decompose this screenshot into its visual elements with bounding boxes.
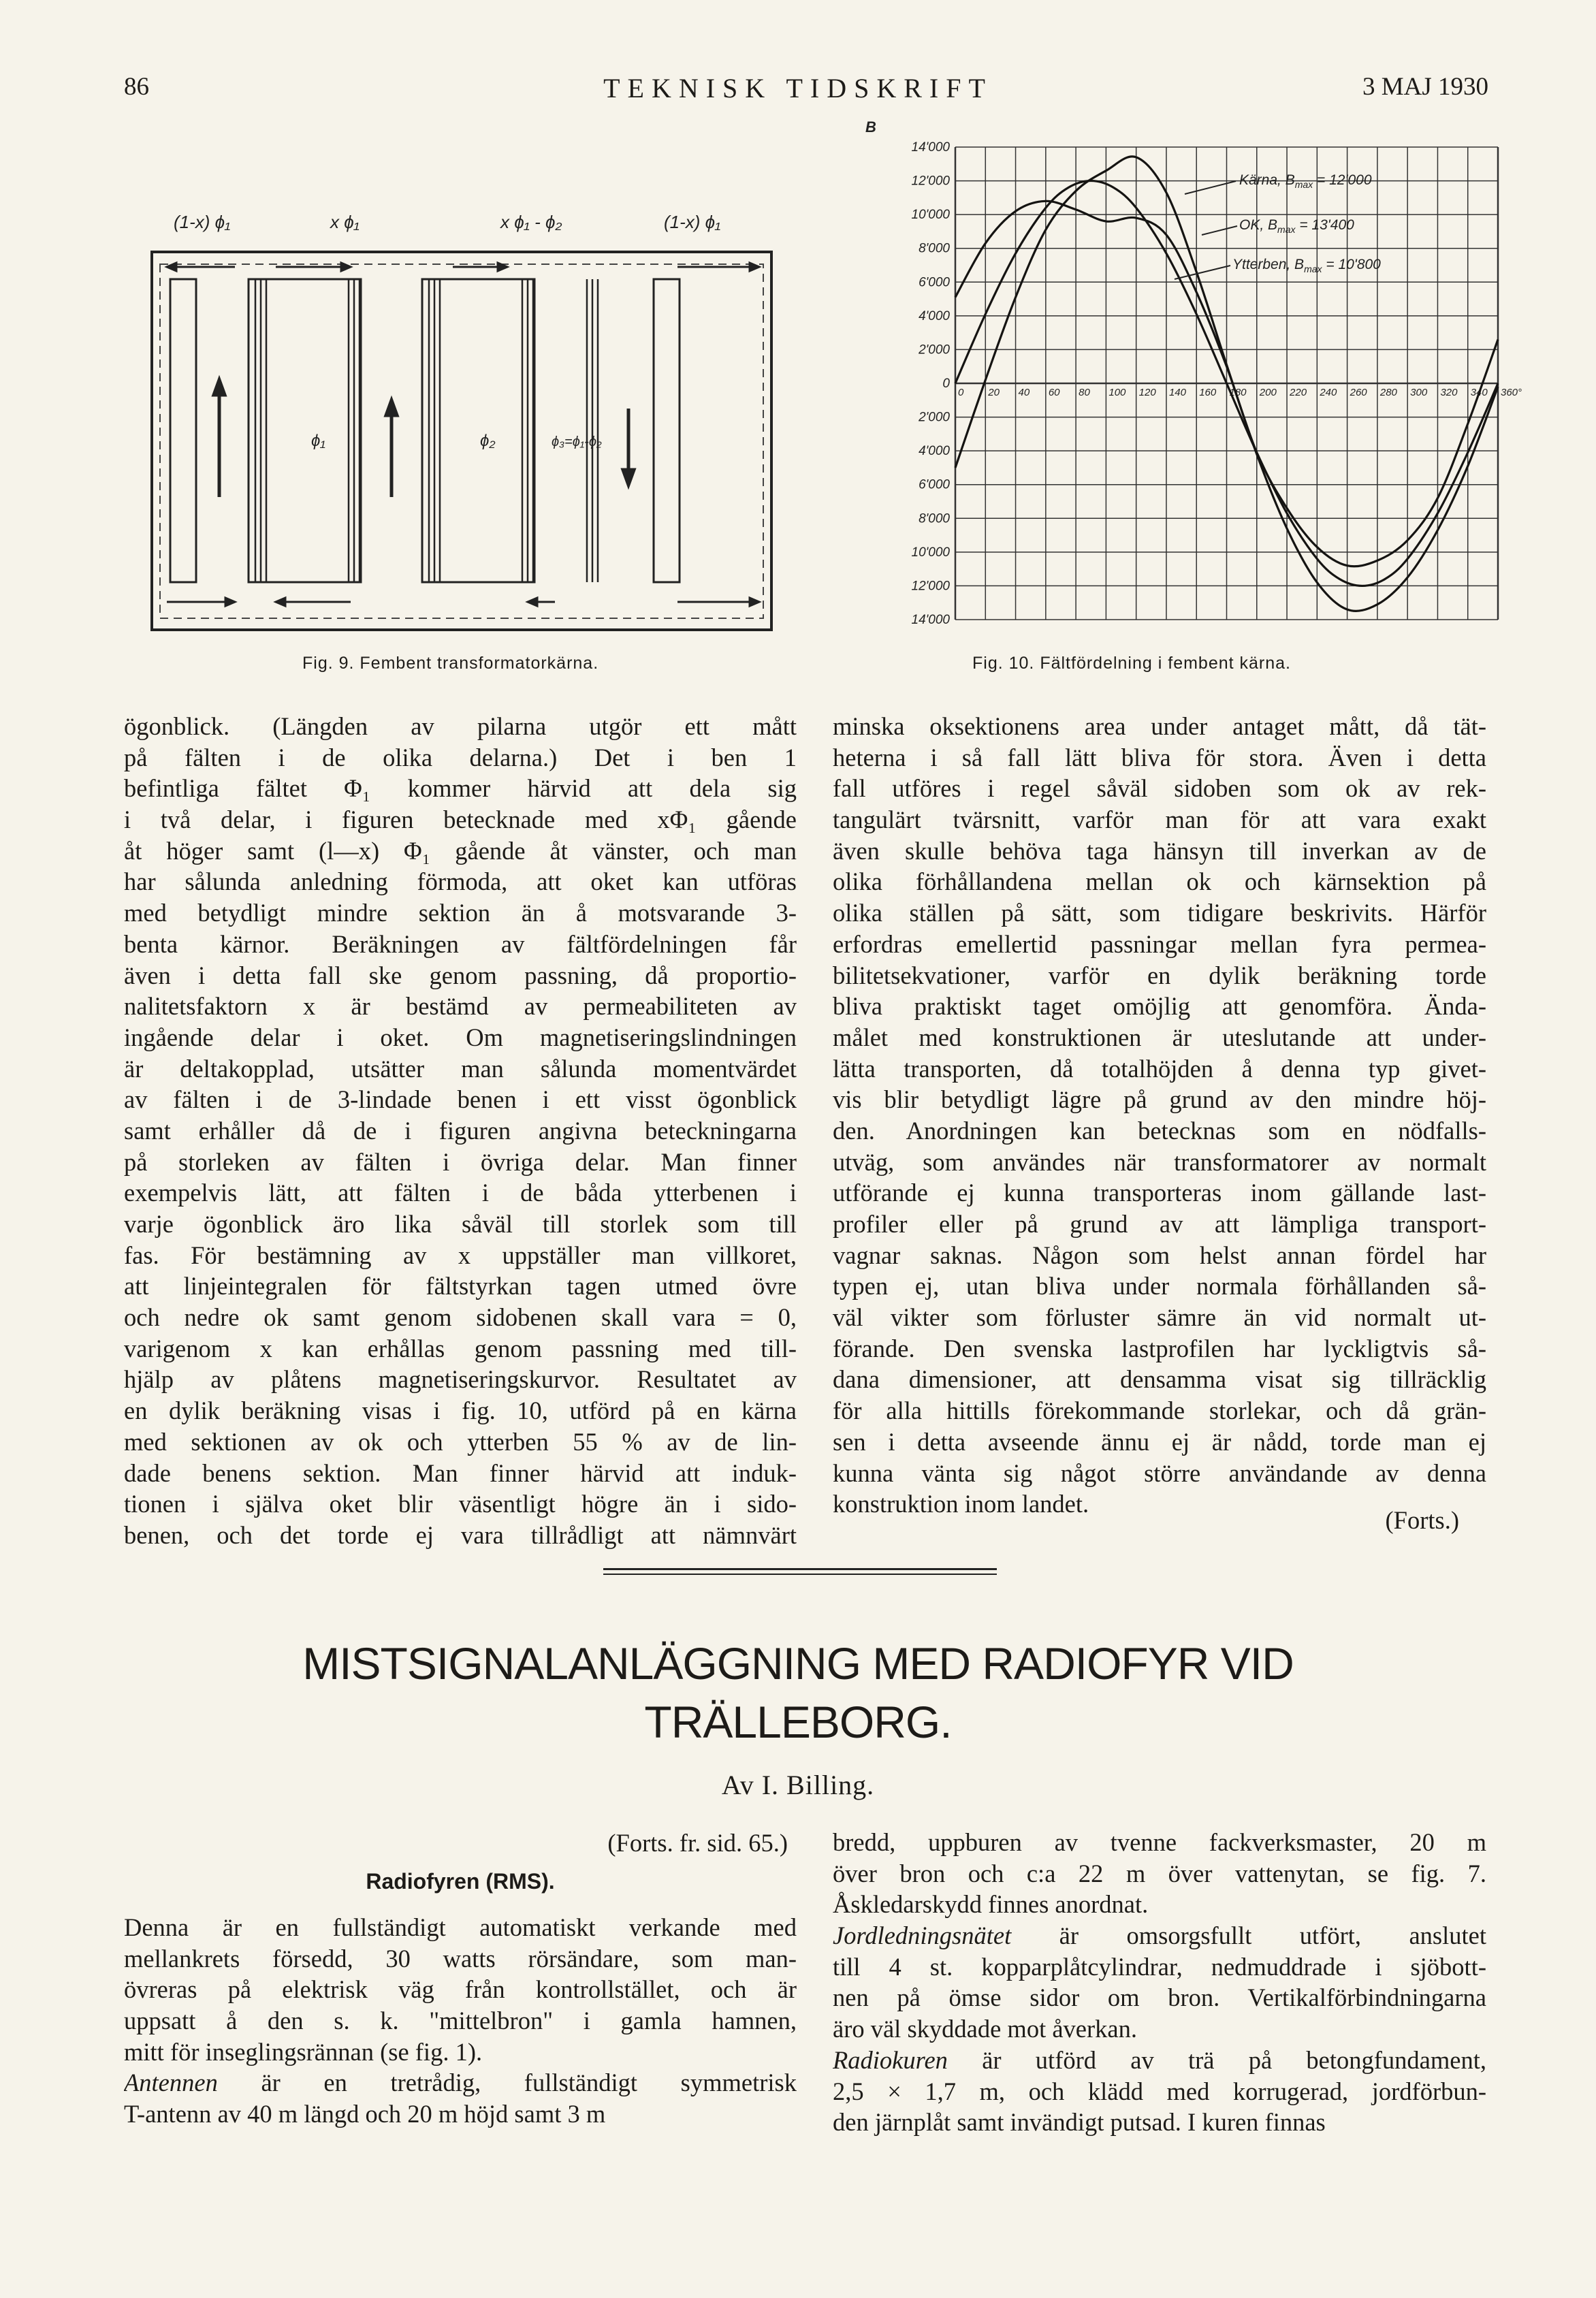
text-line: olika ställen på sätt, som tidigare beskrivits. Härför: [833, 899, 1486, 927]
y-tick-label: 14'000: [911, 613, 950, 627]
x-tick-label: 100: [1108, 387, 1126, 398]
forts-from: (Forts. fr. sid. 65.): [607, 1829, 788, 1857]
text-line: mitt för inseglingsrännan (se fig. 1).: [124, 2037, 483, 2066]
text-line: lätta transporten, då totalhöjden å denna typ givet-: [833, 1054, 1486, 1083]
text-line: hjälp av plåtens magnetiseringskurvor. Resultatet av: [124, 1365, 797, 1394]
y-tick-label: 14'000: [911, 140, 950, 155]
text-line: och nedre ok samt genom sidobenen skall vara = 0,: [124, 1303, 797, 1332]
text-line: T-antenn av 40 m längd och 20 m höjd samt 3 m: [124, 2100, 606, 2128]
text-line: ingående delar i oket. Om magnetiseringslindningen: [124, 1023, 797, 1051]
x-tick-label: 180: [1229, 387, 1247, 398]
y-tick-label: 2'000: [919, 410, 950, 425]
text-line: på fälten i de olika delarna.) Det i ben 1: [124, 743, 797, 771]
fig9-limb-label: ϕ₁: [311, 432, 325, 450]
y-tick-label: 4'000: [919, 444, 950, 459]
text-line: nen på ömse sidor om bron. Vertikalförbindningarna: [833, 1983, 1486, 2012]
text-line: förande. Den svenska lastprofilen har lyckligtvis så-: [833, 1334, 1486, 1362]
text-line: väl vikter som förluster sämre än vid normalt ut-: [833, 1303, 1486, 1332]
text-line: övreras på elektrisk väg från kontrollstället, och är: [124, 1975, 797, 2004]
fig9-top-label: x ϕ₁ - ϕ₂: [500, 212, 562, 232]
text-line: dana dimensioner, att densamma visat sig tillräcklig: [833, 1365, 1486, 1394]
section-rule: [603, 1568, 997, 1570]
x-tick-label: 320: [1440, 387, 1458, 398]
issue-date: 3 MAJ 1930: [1362, 73, 1488, 101]
x-tick-label: 60: [1048, 387, 1060, 398]
text-line: utväg, som användes när transformatorer av normalt: [833, 1147, 1486, 1176]
x-tick-label: 160: [1199, 387, 1217, 398]
text-line: heterna i så fall lätt bliva för stora. Även i detta: [833, 743, 1486, 771]
article-title-line1: MISTSIGNALANLÄGGNING MED RADIOFYR VID: [302, 1638, 1294, 1689]
fig9-top-label: x ϕ₁: [330, 212, 360, 232]
text-line: på storleken av fälten i övriga delar. Man finner: [124, 1147, 797, 1176]
text-line: även skulle behöva taga hänsyn till inverkan av de: [833, 836, 1486, 865]
article-byline: Av I. Billing.: [721, 1770, 875, 1800]
text-line: med betydligt mindre sektion än å motsvarande 3-: [124, 899, 797, 927]
text-line: den. Anordningen kan betecknas som en nödfalls-: [833, 1116, 1486, 1145]
journal-title: TEKNISK TIDSKRIFT: [603, 73, 993, 103]
x-tick-label: 80: [1079, 387, 1090, 398]
fig9-top-label: (1-x) ϕ₁: [174, 212, 231, 232]
text-line: erfordras emellertid passningar mellan fyra permea-: [833, 929, 1486, 958]
x-tick-label: 140: [1168, 387, 1186, 398]
x-tick-label: 200: [1259, 387, 1277, 398]
text-line: vis blir betydligt lägre på grund av den mindre höj-: [833, 1085, 1486, 1114]
text-line: 2,5 × 1,7 m, och klädd med korrugerad, jordförbun-: [833, 2077, 1486, 2105]
text-line: bliva praktiskt taget omöjlig att genomföra. Ända-: [833, 992, 1486, 1021]
text-line: Åskledarskydd finnes anordnat.: [833, 1890, 1149, 1919]
y-tick-label: 0: [942, 377, 950, 391]
text-line: uppsatt å den s. k. "mittelbron" i gamla hamnen,: [124, 2007, 797, 2035]
text-line: ögonblick. (Längden av pilarna utgör ett mått: [124, 712, 797, 740]
y-tick-label: 12'000: [911, 579, 950, 594]
text-line: befintliga fältet Φ₁ kommer härvid att dela sig: [124, 774, 797, 803]
x-tick-label: 280: [1379, 387, 1397, 398]
article2-right-column: [833, 1827, 1486, 2138]
text-line: kunna vänta sig något större användande av denna: [833, 1458, 1486, 1487]
fig9-transformer-core: [146, 191, 793, 640]
y-tick-label: 2'000: [919, 342, 950, 357]
legend-karna: Kärna, $B_{max} = 12'000$: [1239, 172, 1372, 190]
text-line: dade benens sektion. Man finner härvid att induk-: [124, 1458, 797, 1487]
y-tick-label: 10'000: [911, 208, 950, 223]
text-line: exempelvis lätt, att fälten i de båda ytterbenen i: [124, 1179, 797, 1207]
text-line: över bron och c:a 22 m över vattenytan, se fig. 7.: [833, 1859, 1486, 1887]
text-line: den järnplåt samt invändigt putsad. I kuren finnas: [833, 2108, 1326, 2137]
fig10-caption: Fig. 10. Fältfördelning i fembent kärna.: [972, 654, 1292, 673]
text-line: minska oksektionens area under antaget mått, då tät-: [833, 712, 1486, 740]
text-line: varje ögonblick äro lika såväl till storlek som till: [124, 1210, 797, 1238]
x-tick-label: 260: [1350, 387, 1367, 398]
fig10-field-distribution-chart: [814, 116, 1535, 633]
text-line: varigenom x kan erhållas genom passning med till-: [124, 1334, 797, 1362]
x-tick-label: 40: [1018, 387, 1030, 398]
text-line: mellankrets försedd, 30 watts rörsändare, som man-: [124, 1944, 797, 1973]
text-line: nalitetsfaktorn x är bestämd av permeabiliteten av: [124, 992, 797, 1021]
text-line: benen, och det torde ej vara tillrådligt att nämnvärt: [124, 1520, 797, 1549]
right-column-text: [833, 711, 1486, 1520]
y-tick-label: 12'000: [911, 174, 950, 189]
text-line: vagnar saknas. Någon som helst annan fördel har: [833, 1241, 1486, 1269]
forts-end: (Forts.): [1385, 1506, 1459, 1534]
text-line: Radiokuren är utförd av trä på betongfundament,: [833, 2045, 1486, 2074]
y-tick-label: 10'000: [911, 545, 950, 560]
text-line: bilitetsekvationer, varför en dylik beräkning torde: [833, 961, 1486, 989]
y-tick-label: 6'000: [919, 477, 950, 492]
text-line: Denna är en fullständigt automatiskt verkande med: [124, 1913, 797, 1941]
text-line: målet med konstruktionen är uteslutande att under-: [833, 1023, 1486, 1051]
text-line: tionen i själva oket blir väsentligt högre än i sido-: [124, 1490, 797, 1518]
text-line: har sålunda anledning förmoda, att oket kan utföras: [124, 867, 797, 896]
article2-left-column: [124, 1912, 797, 2130]
text-line: är deltakopplad, utsätter man sålunda momentvärdet: [124, 1054, 797, 1083]
text-line: profiler eller på grund av att lämpliga transport-: [833, 1210, 1486, 1238]
x-tick-label: 340: [1470, 387, 1488, 398]
x-tick-label: 120: [1138, 387, 1156, 398]
y-tick-label: 8'000: [919, 241, 950, 256]
legend-ok: OK, $B_{max} = 13'400$: [1239, 217, 1354, 235]
y-tick-label: 4'000: [919, 308, 950, 323]
y-tick-label: 6'000: [919, 275, 950, 290]
text-line: av fälten i de 3-lindade benen i ett visst ögonblick: [124, 1085, 797, 1114]
text-line: bredd, uppburen av tvenne fackverksmaster, 20 m: [833, 1828, 1486, 1856]
text-line: konstruktion inom landet.: [833, 1490, 1089, 1518]
fig9-limb-label: ϕ₃=ϕ₁-ϕ₂: [552, 434, 602, 449]
page-number: 86: [124, 73, 149, 101]
text-line: åt höger samt (l—x) Φ₁ gående åt vänster, och man: [124, 836, 797, 865]
text-line: tangulärt tvärsnitt, varför man för att vara exakt: [833, 805, 1486, 834]
x-tick-label: 220: [1290, 387, 1307, 398]
text-line: fall utföres i regel såväl sidoben som ok av rek-: [833, 774, 1486, 803]
text-line: olika förhållandena mellan ok och kärnsektion på: [833, 867, 1486, 896]
text-line: en dylik beräkning visas i fig. 10, utförd på en kärna: [124, 1397, 797, 1425]
fig9-limb-label: ϕ₂: [480, 432, 496, 450]
text-line: för alla hittills förekommande storlekar, och då grän-: [833, 1397, 1486, 1425]
legend-ytterben: Ytterben, $B_{max} = 10'800$: [1232, 257, 1381, 274]
article-title-line2: TRÄLLEBORG.: [644, 1697, 952, 1747]
text-line: Antennen är en tretrådig, fullständigt symmetrisk: [124, 2069, 797, 2097]
x-tick-label: 20: [988, 387, 1000, 398]
text-line: samt erhåller då de i figuren angivna beteckningarna: [124, 1116, 797, 1145]
text-line: sen i detta avseende ännu ej är nådd, torde man ej: [833, 1427, 1486, 1456]
text-line: fas. För bestämning av x uppställer man villkoret,: [124, 1241, 797, 1269]
fig9-top-label: (1-x) ϕ₁: [664, 212, 721, 232]
chart-ylabel: B: [865, 118, 876, 135]
text-line: till 4 st. kopparplåtcylindrar, nedmuddrade i sjöbott-: [833, 1952, 1486, 1981]
fig9-caption: Fig. 9. Fembent transformatorkärna.: [302, 654, 599, 673]
text-line: typen ej, utan bliva under normala förhållanden så-: [833, 1272, 1486, 1300]
text-line: även i detta fall ske genom passning, då proportio-: [124, 961, 797, 989]
left-column-text: [124, 711, 797, 1551]
core-window: [654, 279, 680, 582]
text-line: äro väl skyddade mot åverkan.: [833, 2015, 1137, 2043]
y-tick-label: 8'000: [919, 511, 950, 526]
x-tick-label: 360°: [1501, 387, 1522, 398]
text-line: i två delar, i figuren betecknade med xΦ₁ gående: [124, 805, 797, 834]
text-line: med sektionen av ok och ytterben 55 % av de lin-: [124, 1427, 797, 1456]
text-line: att linjeintegralen för fältstyrkan tagen utmed övre: [124, 1272, 797, 1300]
text-line: utförande ej kunna transporteras inom gällande last-: [833, 1179, 1486, 1207]
x-tick-label: 0: [958, 387, 964, 398]
subheading: Radiofyren (RMS).: [366, 1869, 555, 1894]
x-tick-label: 240: [1320, 387, 1337, 398]
core-window: [170, 279, 196, 582]
text-line: Jordledningsnätet är omsorgsfullt utfört, anslutet: [833, 1921, 1486, 1950]
text-line: benta kärnor. Beräkningen av fältfördelningen får: [124, 929, 797, 958]
x-tick-label: 300: [1410, 387, 1428, 398]
